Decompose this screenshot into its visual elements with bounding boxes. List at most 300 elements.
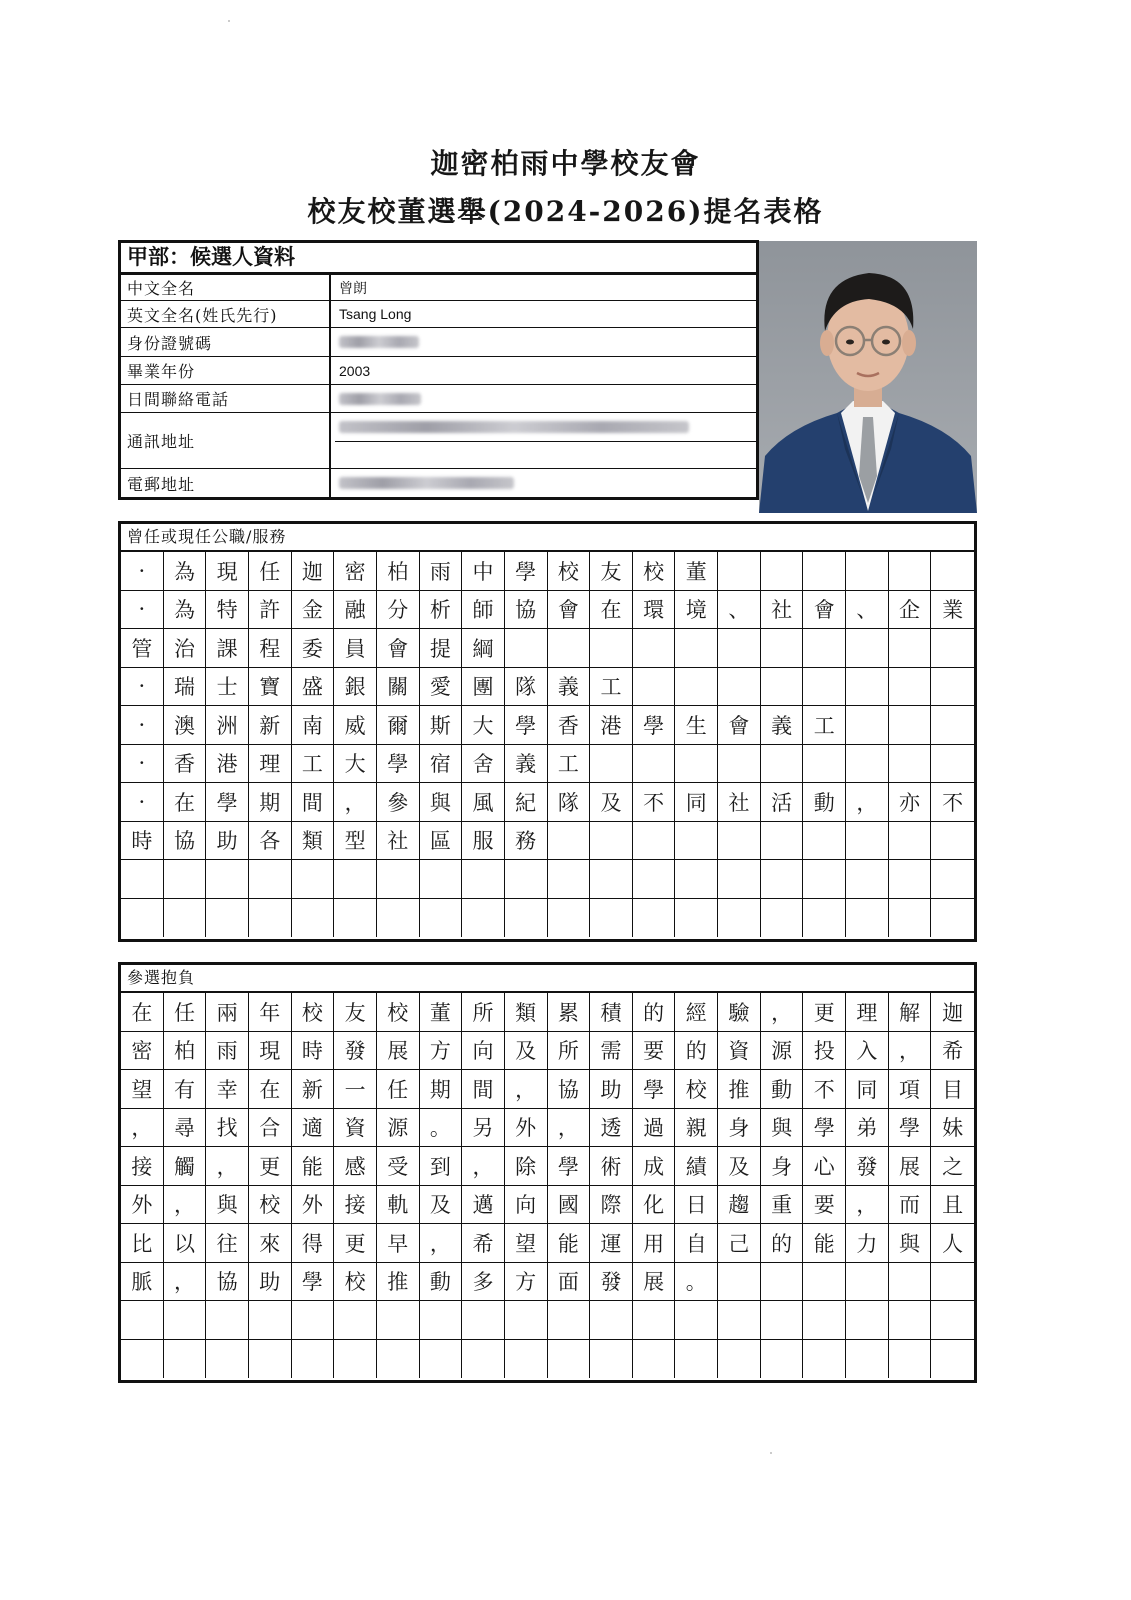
grid-cell: 校 (548, 552, 591, 591)
grid-cell: 董 (675, 552, 718, 591)
grid-cell: 且 (931, 1186, 974, 1225)
grid-cell (590, 822, 633, 861)
grid-cell: 得 (292, 1224, 335, 1263)
grid-cell: 與 (761, 1109, 804, 1148)
grid-cell: 學 (206, 783, 249, 822)
grid-cell: 學 (803, 1109, 846, 1148)
grid-cell (718, 1263, 761, 1302)
grid-cell (675, 1340, 718, 1379)
grid-cell: 活 (761, 783, 804, 822)
grid-cell: 能 (292, 1147, 335, 1186)
grid-cell: 柏 (377, 552, 420, 591)
grid-cell (675, 745, 718, 784)
grid-cell: 舍 (462, 745, 505, 784)
grid-cell: ， (121, 1109, 164, 1148)
grid-cell (889, 629, 932, 668)
grid-cell: 愛 (420, 668, 463, 707)
grid-cell: 展 (889, 1147, 932, 1186)
grid-cell: 境 (675, 591, 718, 630)
grid-cell (889, 552, 932, 591)
grid-cell (292, 899, 335, 938)
grid-cell: 程 (249, 629, 292, 668)
label-chinese-name: 中文全名 (121, 275, 331, 300)
grid-cell: · (121, 783, 164, 822)
grid-cell: 術 (590, 1147, 633, 1186)
grid-cell: 時 (121, 822, 164, 861)
grid-cell: 的 (761, 1224, 804, 1263)
grid-cell: 工 (590, 668, 633, 707)
grid-cell: 要 (803, 1186, 846, 1225)
grid-cell: 學 (505, 552, 548, 591)
grid-cell (548, 822, 591, 861)
row-graduation-year (121, 357, 756, 385)
label-phone: 日間聯絡電話 (121, 385, 331, 412)
public-service-section (118, 521, 977, 942)
grid-cell (334, 1340, 377, 1379)
grid-cell (889, 822, 932, 861)
grid-cell: 不 (633, 783, 676, 822)
grid-cell (718, 822, 761, 861)
value-id-number (335, 328, 756, 356)
grid-cell: 能 (803, 1224, 846, 1263)
grid-cell: 務 (505, 822, 548, 861)
grid-cell: 校 (292, 993, 335, 1032)
grid-cell: 累 (548, 993, 591, 1032)
grid-cell: 綱 (462, 629, 505, 668)
value-graduation-year: 2003 (339, 362, 371, 379)
grid-cell: 任 (164, 993, 207, 1032)
grid-cell (931, 745, 974, 784)
grid-cell: ， (334, 783, 377, 822)
grid-cell: 義 (548, 668, 591, 707)
aspiration-grid (121, 993, 974, 1378)
grid-cell: · (121, 591, 164, 630)
grid-cell (292, 1340, 335, 1379)
grid-cell: 團 (462, 668, 505, 707)
grid-cell (846, 860, 889, 899)
grid-cell (292, 860, 335, 899)
grid-cell: 工 (803, 706, 846, 745)
form-title: 校友校董選舉(2024-2026)提名表格 (307, 195, 824, 228)
grid-cell: 比 (121, 1224, 164, 1263)
grid-cell: 不 (803, 1070, 846, 1109)
grid-cell: 學 (292, 1263, 335, 1302)
grid-cell (761, 860, 804, 899)
grid-cell: 與 (206, 1186, 249, 1225)
grid-cell (633, 899, 676, 938)
grid-cell (761, 552, 804, 591)
grid-cell: 雨 (206, 1032, 249, 1071)
grid-cell (505, 1340, 548, 1379)
grid-cell: 校 (249, 1186, 292, 1225)
grid-cell: 及 (590, 783, 633, 822)
grid-cell (803, 860, 846, 899)
grid-cell: 學 (633, 1070, 676, 1109)
grid-cell: 學 (548, 1147, 591, 1186)
grid-cell (761, 1263, 804, 1302)
grid-cell (206, 1301, 249, 1340)
grid-cell (846, 745, 889, 784)
grid-cell: 企 (889, 591, 932, 630)
value-chinese-name: 曾朗 (339, 279, 367, 296)
grid-cell: 員 (334, 629, 377, 668)
grid-cell: 與 (420, 783, 463, 822)
row-email (121, 469, 756, 497)
redacted-id-number (339, 336, 419, 348)
grid-cell: 所 (462, 993, 505, 1032)
grid-cell (633, 745, 676, 784)
grid-cell: 有 (164, 1070, 207, 1109)
grid-cell: 尋 (164, 1109, 207, 1148)
grid-cell: 校 (377, 993, 420, 1032)
grid-cell (931, 668, 974, 707)
scan-speck (770, 1452, 772, 1454)
redacted-address (339, 421, 689, 433)
grid-cell: 盛 (292, 668, 335, 707)
grid-cell: 在 (590, 591, 633, 630)
grid-cell: 推 (377, 1263, 420, 1302)
label-id-number: 身份證號碼 (121, 328, 331, 356)
grid-cell: 邁 (462, 1186, 505, 1225)
grid-cell (633, 668, 676, 707)
grid-cell (249, 1301, 292, 1340)
grid-cell: 發 (846, 1147, 889, 1186)
grid-cell: 析 (420, 591, 463, 630)
grid-cell (121, 899, 164, 938)
grid-cell: 分 (377, 591, 420, 630)
grid-cell (206, 899, 249, 938)
grid-cell: 大 (462, 706, 505, 745)
grid-cell (718, 1340, 761, 1379)
grid-cell (590, 1301, 633, 1340)
grid-cell: 協 (505, 591, 548, 630)
grid-cell: ， (846, 1186, 889, 1225)
grid-cell: 參 (377, 783, 420, 822)
grid-cell: 特 (206, 591, 249, 630)
grid-cell: 會 (718, 706, 761, 745)
grid-cell (462, 1340, 505, 1379)
grid-cell (803, 1301, 846, 1340)
grid-cell: 不 (931, 783, 974, 822)
grid-cell (462, 860, 505, 899)
grid-cell: 來 (249, 1224, 292, 1263)
grid-cell: 軌 (377, 1186, 420, 1225)
grid-cell (420, 1301, 463, 1340)
grid-cell: 威 (334, 706, 377, 745)
grid-cell: 管 (121, 629, 164, 668)
row-phone (121, 385, 756, 413)
grid-cell (334, 860, 377, 899)
grid-cell: 。 (675, 1263, 718, 1302)
grid-cell: 理 (846, 993, 889, 1032)
redacted-phone (339, 393, 421, 405)
grid-cell: 類 (505, 993, 548, 1032)
grid-cell (377, 1301, 420, 1340)
grid-cell: 適 (292, 1109, 335, 1148)
grid-cell: 動 (420, 1263, 463, 1302)
grid-cell: 校 (633, 552, 676, 591)
grid-cell (846, 1340, 889, 1379)
grid-cell: 向 (462, 1032, 505, 1071)
grid-cell: 。 (420, 1109, 463, 1148)
grid-cell (803, 745, 846, 784)
grid-cell (889, 1340, 932, 1379)
grid-cell (164, 1340, 207, 1379)
grid-cell: 外 (121, 1186, 164, 1225)
grid-cell (803, 899, 846, 938)
grid-cell: 要 (633, 1032, 676, 1071)
grid-cell: 更 (249, 1147, 292, 1186)
grid-cell (590, 899, 633, 938)
grid-cell: 以 (164, 1224, 207, 1263)
grid-cell: 妹 (931, 1109, 974, 1148)
grid-cell: 的 (633, 993, 676, 1032)
grid-cell: 到 (420, 1147, 463, 1186)
grid-cell: 際 (590, 1186, 633, 1225)
grid-cell: 學 (633, 706, 676, 745)
grid-cell: 迦 (931, 993, 974, 1032)
grid-cell: 寶 (249, 668, 292, 707)
grid-cell: 項 (889, 1070, 932, 1109)
grid-cell (846, 706, 889, 745)
grid-cell (633, 1301, 676, 1340)
grid-cell: 中 (462, 552, 505, 591)
grid-cell: 目 (931, 1070, 974, 1109)
grid-cell: 間 (292, 783, 335, 822)
public-service-grid (121, 552, 974, 937)
grid-cell (931, 629, 974, 668)
grid-cell (675, 629, 718, 668)
grid-cell: 與 (889, 1224, 932, 1263)
grid-cell: 提 (420, 629, 463, 668)
grid-cell: 學 (505, 706, 548, 745)
grid-cell (548, 860, 591, 899)
grid-cell: ， (462, 1147, 505, 1186)
grid-cell: 多 (462, 1263, 505, 1302)
grid-cell: 爾 (377, 706, 420, 745)
grid-cell (548, 629, 591, 668)
grid-cell (718, 552, 761, 591)
label-graduation-year: 畢業年份 (121, 357, 331, 384)
grid-cell (505, 1301, 548, 1340)
grid-cell: 澳 (164, 706, 207, 745)
grid-cell: 外 (505, 1109, 548, 1148)
grid-cell (931, 706, 974, 745)
grid-cell (846, 822, 889, 861)
grid-cell: 源 (377, 1109, 420, 1148)
grid-cell (718, 899, 761, 938)
grid-cell: 新 (249, 706, 292, 745)
grid-cell: 洲 (206, 706, 249, 745)
grid-cell: 期 (420, 1070, 463, 1109)
grid-cell (590, 1340, 633, 1379)
candidate-photo (759, 241, 977, 513)
grid-cell (931, 822, 974, 861)
grid-cell: 環 (633, 591, 676, 630)
grid-cell: 任 (377, 1070, 420, 1109)
grid-cell: 斯 (420, 706, 463, 745)
grid-cell: ， (505, 1070, 548, 1109)
grid-cell (292, 1301, 335, 1340)
grid-cell: 更 (803, 993, 846, 1032)
candidate-portrait-icon (759, 241, 977, 513)
grid-cell: 會 (803, 591, 846, 630)
grid-cell: 展 (377, 1032, 420, 1071)
grid-cell (803, 668, 846, 707)
grid-cell: 現 (206, 552, 249, 591)
grid-cell: 社 (761, 591, 804, 630)
grid-cell: 經 (675, 993, 718, 1032)
grid-cell: 人 (931, 1224, 974, 1263)
grid-cell: 業 (931, 591, 974, 630)
row-english-name (121, 301, 756, 328)
grid-cell: 理 (249, 745, 292, 784)
grid-cell: 區 (420, 822, 463, 861)
grid-cell: 密 (334, 552, 377, 591)
grid-cell: 助 (249, 1263, 292, 1302)
grid-cell: · (121, 706, 164, 745)
grid-cell: 協 (164, 822, 207, 861)
label-english-name: 英文全名(姓氏先行) (121, 301, 331, 327)
grid-cell (206, 860, 249, 899)
grid-cell: 協 (206, 1263, 249, 1302)
grid-cell (420, 899, 463, 938)
grid-cell: 發 (590, 1263, 633, 1302)
grid-cell: ， (761, 993, 804, 1032)
grid-cell (675, 1301, 718, 1340)
grid-cell (846, 1263, 889, 1302)
grid-cell (761, 668, 804, 707)
grid-cell (803, 552, 846, 591)
grid-cell: 年 (249, 993, 292, 1032)
grid-cell: 驗 (718, 993, 761, 1032)
grid-cell (761, 899, 804, 938)
grid-cell: 身 (761, 1147, 804, 1186)
grid-cell: 在 (164, 783, 207, 822)
grid-cell (803, 629, 846, 668)
grid-cell (164, 860, 207, 899)
value-phone (335, 385, 756, 412)
grid-cell (846, 668, 889, 707)
grid-cell (846, 1301, 889, 1340)
association-title: 迦密柏雨中學校友會 (430, 147, 701, 180)
grid-cell (803, 1263, 846, 1302)
grid-cell: 展 (633, 1263, 676, 1302)
grid-cell: 更 (334, 1224, 377, 1263)
grid-cell: 為 (164, 552, 207, 591)
grid-cell: 兩 (206, 993, 249, 1032)
grid-cell: 學 (889, 1109, 932, 1148)
grid-cell: 校 (334, 1263, 377, 1302)
grid-cell: 自 (675, 1224, 718, 1263)
grid-cell (931, 1301, 974, 1340)
grid-cell: 服 (462, 822, 505, 861)
label-email: 電郵地址 (121, 469, 331, 497)
row-address (121, 413, 756, 469)
grid-cell: 之 (931, 1147, 974, 1186)
grid-cell (803, 822, 846, 861)
grid-cell: 方 (420, 1032, 463, 1071)
grid-cell: 在 (121, 993, 164, 1032)
grid-cell (249, 899, 292, 938)
grid-cell (761, 1301, 804, 1340)
grid-cell: 外 (292, 1186, 335, 1225)
grid-cell: 委 (292, 629, 335, 668)
grid-cell: 大 (334, 745, 377, 784)
grid-cell: ， (889, 1032, 932, 1071)
grid-cell: ， (164, 1186, 207, 1225)
grid-cell: 資 (718, 1032, 761, 1071)
grid-cell: 過 (633, 1109, 676, 1148)
grid-cell: 脈 (121, 1263, 164, 1302)
grid-cell (462, 899, 505, 938)
grid-cell: 關 (377, 668, 420, 707)
grid-cell (420, 1340, 463, 1379)
grid-cell (121, 860, 164, 899)
grid-cell: 身 (718, 1109, 761, 1148)
grid-cell: ， (164, 1263, 207, 1302)
grid-cell: 方 (505, 1263, 548, 1302)
grid-cell: 日 (675, 1186, 718, 1225)
grid-cell: 師 (462, 591, 505, 630)
grid-cell (505, 629, 548, 668)
grid-cell (718, 745, 761, 784)
public-service-heading: 曾任或現任公職/服務 (121, 524, 974, 552)
part-a-heading: 甲部：候選人資料 (121, 243, 756, 275)
grid-cell: 希 (462, 1224, 505, 1263)
grid-cell: 金 (292, 591, 335, 630)
grid-cell: 友 (334, 993, 377, 1032)
grid-cell: 動 (761, 1070, 804, 1109)
grid-cell: 董 (420, 993, 463, 1032)
grid-cell (718, 860, 761, 899)
grid-cell: 解 (889, 993, 932, 1032)
grid-cell (548, 899, 591, 938)
grid-cell: ， (548, 1109, 591, 1148)
grid-cell: 早 (377, 1224, 420, 1263)
grid-cell: 隊 (505, 668, 548, 707)
grid-cell: 會 (548, 591, 591, 630)
grid-cell (334, 899, 377, 938)
grid-cell: 南 (292, 706, 335, 745)
grid-cell: 許 (249, 591, 292, 630)
grid-cell: 類 (292, 822, 335, 861)
grid-cell: 及 (420, 1186, 463, 1225)
grid-cell: 間 (462, 1070, 505, 1109)
grid-cell: 隊 (548, 783, 591, 822)
grid-cell (889, 706, 932, 745)
grid-cell: 及 (718, 1147, 761, 1186)
grid-cell: 宿 (420, 745, 463, 784)
grid-cell: 助 (206, 822, 249, 861)
grid-cell: 友 (590, 552, 633, 591)
grid-cell: 在 (249, 1070, 292, 1109)
scan-speck (228, 20, 230, 22)
grid-cell (889, 1301, 932, 1340)
grid-cell: 義 (505, 745, 548, 784)
grid-cell (931, 899, 974, 938)
grid-cell: 望 (505, 1224, 548, 1263)
grid-cell (505, 899, 548, 938)
address-line-divider (335, 441, 756, 442)
grid-cell: ， (846, 783, 889, 822)
grid-cell: 向 (505, 1186, 548, 1225)
grid-cell: · (121, 668, 164, 707)
grid-cell: 感 (334, 1147, 377, 1186)
grid-cell: 各 (249, 822, 292, 861)
candidate-info-table (118, 240, 759, 500)
grid-cell: 用 (633, 1224, 676, 1263)
